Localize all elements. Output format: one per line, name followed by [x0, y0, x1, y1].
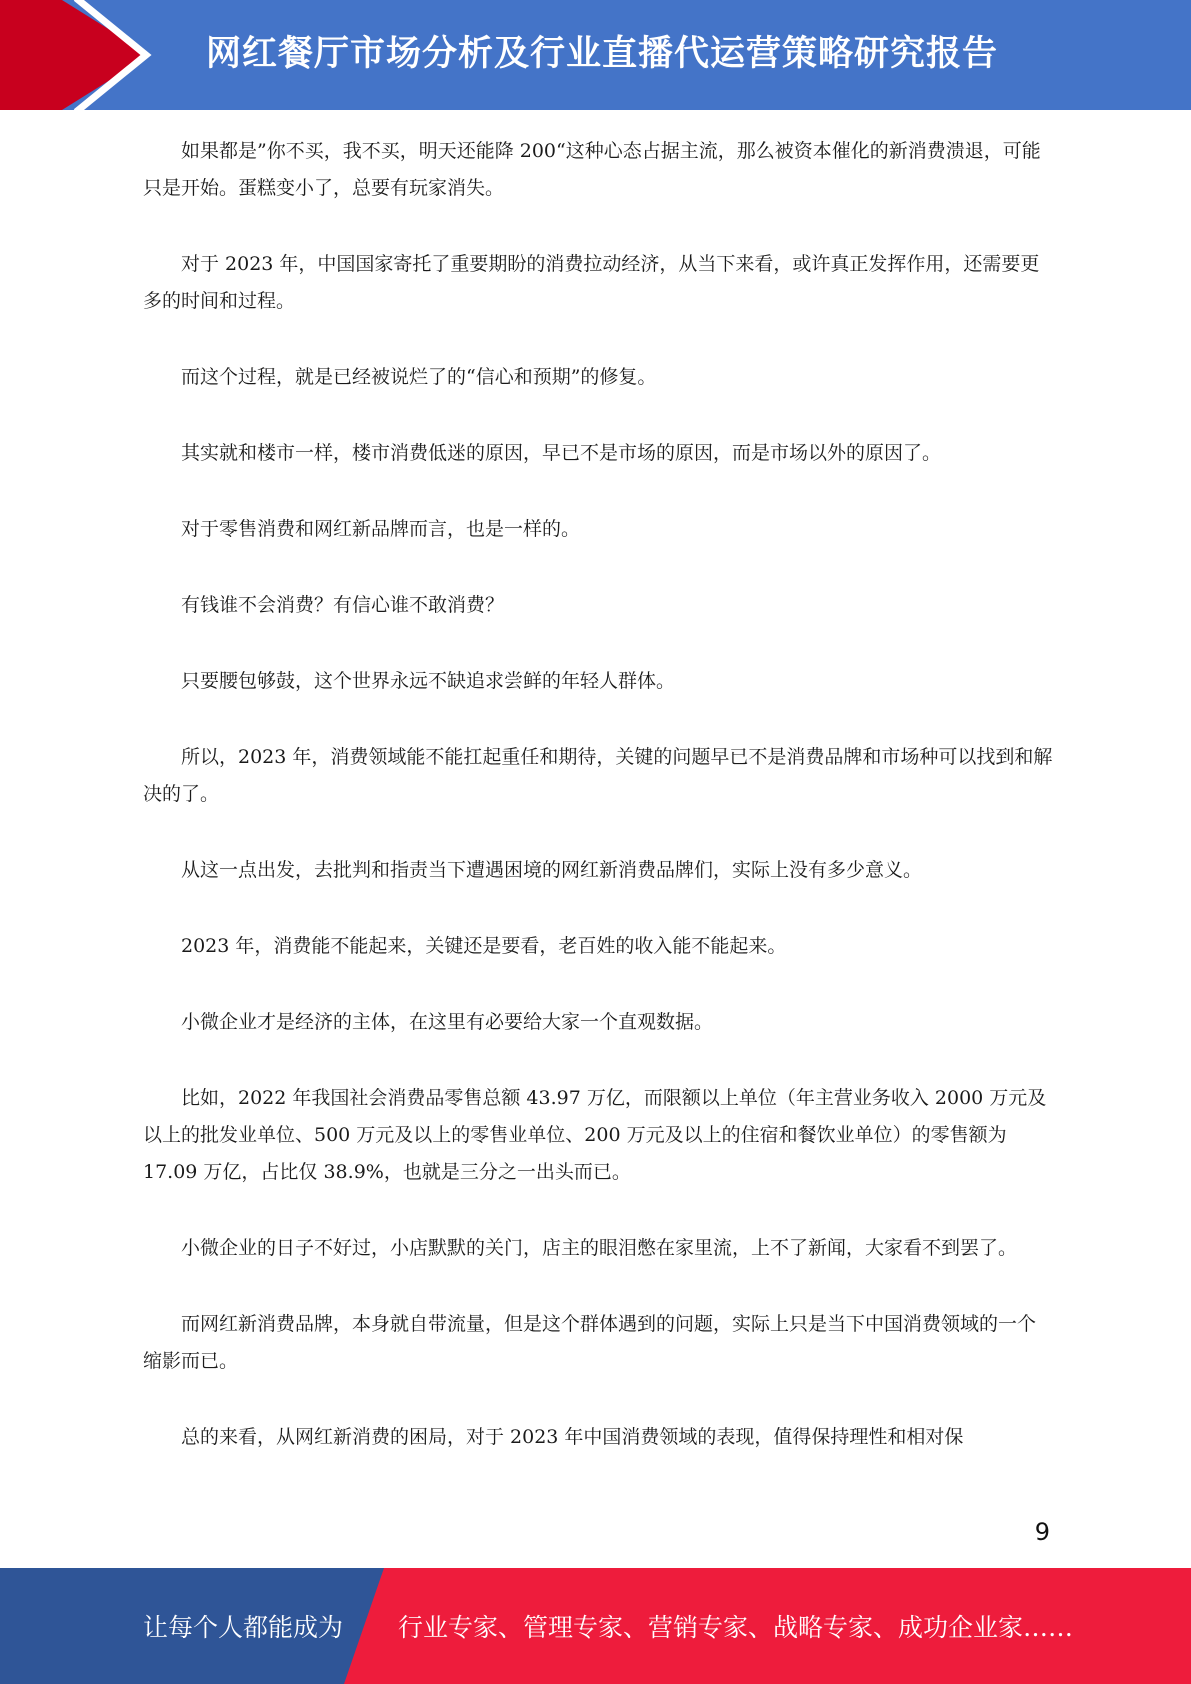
page-footer — [0, 1568, 1191, 1684]
paragraph: 比如，2022 年我国社会消费品零售总额 43.97 万亿，而限额以上单位（年主营业务收入 2000 万元及以上的批发业单位、500 万元及以上的零售业单位、200 万元及以上的住宿和餐饮业单位）的零售额为 17.09 万亿，占比仅 38.9%，也就是三分之一出头而已。 — [143, 1087, 1047, 1183]
paragraph: 对于 2023 年，中国国家寄托了重要期盼的消费拉动经济，从当下来看，或许真正发挥作用，还需要更多的时间和过程。 — [143, 253, 1040, 312]
paragraph: 其实就和楼市一样，楼市消费低迷的原因，早已不是市场的原因，而是市场以外的原因了。 — [181, 442, 942, 464]
paragraph: 小微企业的日子不好过，小店默默的关门，店主的眼泪憋在家里流，上不了新闻，大家看不到罢了。 — [181, 1237, 1018, 1259]
red-chevron-logo — [0, 0, 160, 110]
paragraph: 所以，2023 年，消费领域能不能扛起重任和期待，关键的问题早已不是消费品牌和市场种可以找到和解决的了。 — [143, 746, 1053, 805]
paragraph: 小微企业才是经济的主体，在这里有必要给大家一个直观数据。 — [181, 1011, 714, 1033]
report-body — [143, 133, 1053, 1495]
page-title: 网红餐厅市场分析及行业直播代运营策略研究报告 — [206, 34, 999, 74]
footer-slogan-right: 行业专家、管理专家、营销专家、战略专家、成功企业家…… — [398, 1613, 1074, 1642]
paragraph: 而网红新消费品牌，本身就自带流量，但是这个群体遇到的问题，实际上只是当下中国消费领域的一个缩影而已。 — [143, 1313, 1037, 1372]
page-number: 9 — [1034, 1518, 1050, 1546]
paragraph: 2023 年，消费能不能起来，关键还是要看，老百姓的收入能不能起来。 — [181, 935, 787, 957]
paragraph: 有钱谁不会消费？有信心谁不敢消费？ — [181, 594, 505, 616]
paragraph: 总的来看，从网红新消费的困局，对于 2023 年中国消费领域的表现，值得保持理性和相对保 — [181, 1426, 964, 1448]
paragraph: 对于零售消费和网红新品牌而言，也是一样的。 — [181, 518, 581, 540]
paragraph: 从这一点出发，去批判和指责当下遭遇困境的网红新消费品牌们，实际上没有多少意义。 — [181, 859, 923, 881]
paragraph: 只要腰包够鼓，这个世界永远不缺追求尝鲜的年轻人群体。 — [181, 670, 676, 692]
page-header — [0, 0, 1191, 110]
footer-slogan-left: 让每个人都能成为 — [143, 1613, 344, 1642]
paragraph: 而这个过程，就是已经被说烂了的“信心和预期”的修复。 — [181, 366, 657, 388]
paragraph: 如果都是”你不买，我不买，明天还能降 200“这种心态占据主流，那么被资本催化的新消费溃退，可能只是开始。蛋糕变小了，总要有玩家消失。 — [143, 140, 1041, 199]
